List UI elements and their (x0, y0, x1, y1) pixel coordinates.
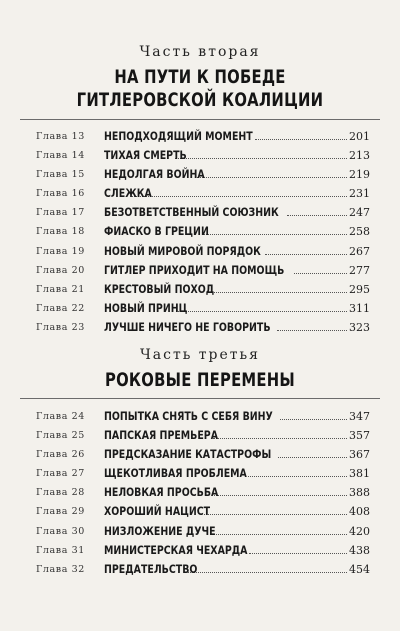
page-number: 408 (349, 505, 370, 519)
part-two-divider (20, 119, 380, 120)
chapter-title: ПАПСКАЯ ПРЕМЬЕРА (104, 428, 219, 443)
page-number: 247 (349, 206, 370, 220)
toc-row[interactable] (0, 320, 400, 339)
dot-leader (278, 457, 347, 458)
chapter-title: КРЕСТОВЫЙ ПОХОД (104, 281, 215, 296)
toc-row[interactable] (0, 244, 400, 263)
toc-row[interactable] (0, 466, 400, 485)
toc-row[interactable] (0, 543, 400, 562)
chapter-number: Глава 30 (36, 525, 85, 537)
toc-row[interactable] (0, 409, 400, 428)
chapter-number: Глава 15 (36, 169, 85, 181)
toc-row[interactable] (0, 301, 400, 320)
dot-leader (287, 215, 347, 216)
chapter-title: МИНИСТЕРСКАЯ ЧЕХАРДА (104, 542, 248, 557)
dot-leader (188, 572, 347, 573)
part-two-chapter-list (0, 129, 400, 339)
page-number: 357 (349, 429, 370, 443)
toc-row[interactable] (0, 504, 400, 523)
page-number: 311 (349, 301, 370, 315)
part-three-divider (20, 398, 380, 399)
page-number: 267 (349, 244, 370, 258)
dot-leader (265, 254, 347, 255)
chapter-number: Глава 16 (36, 188, 85, 200)
chapter-title: НЕПОДХОДЯЩИЙ МОМЕНТ (104, 129, 253, 143)
chapter-title: НОВЫЙ ПРИНЦ (104, 300, 188, 315)
chapter-number: Глава 27 (36, 468, 85, 480)
chapter-number: Глава 31 (36, 544, 85, 556)
chapter-number: Глава 13 (36, 131, 85, 142)
dot-leader (176, 311, 347, 312)
toc-row[interactable] (0, 129, 400, 148)
page-number: 347 (349, 410, 370, 423)
chapter-number: Глава 20 (36, 264, 85, 276)
toc-row[interactable] (0, 167, 400, 186)
dot-leader (280, 419, 347, 420)
chapter-title: ФИАСКО В ГРЕЦИИ (104, 224, 209, 239)
chapter-title: ПРЕДСКАЗАНИЕ КАТАСТРОФЫ (104, 447, 272, 462)
chapter-number: Глава 14 (36, 150, 85, 162)
toc-row[interactable] (0, 485, 400, 504)
dot-leader (202, 234, 347, 235)
dot-leader (204, 514, 347, 515)
toc-row[interactable] (0, 524, 400, 543)
chapter-number: Глава 22 (36, 302, 85, 314)
page-number: 258 (349, 225, 370, 239)
chapter-title: ХОРОШИЙ НАЦИСТ (104, 504, 211, 519)
page-number: 367 (349, 448, 370, 462)
part-three-chapter-list (0, 409, 400, 581)
part-three-label: Часть третья (139, 347, 261, 363)
chapter-title: ТИХАЯ СМЕРТЬ (104, 148, 187, 163)
dot-leader (248, 476, 347, 477)
chapter-title: ПРЕДАТЕЛЬСТВО (104, 561, 198, 576)
chapter-title: ПОПЫТКА СНЯТЬ С СЕБЯ ВИНУ (104, 409, 273, 423)
chapter-title: НОВЫЙ МИРОВОЙ ПОРЯДОК (104, 243, 261, 258)
chapter-number: Глава 25 (36, 430, 85, 442)
chapter-number: Глава 32 (36, 563, 85, 575)
toc-row[interactable] (0, 447, 400, 466)
chapter-title: НЕДОЛГАЯ ВОЙНА (104, 167, 205, 182)
page-number: 388 (349, 486, 370, 500)
chapter-number: Глава 24 (36, 411, 85, 422)
chapter-number: Глава 29 (36, 506, 85, 518)
page-number: 381 (349, 467, 370, 481)
part-two-title-line1: НА ПУТИ К ПОБЕДЕ (114, 66, 286, 88)
page-number: 231 (349, 187, 370, 201)
dot-leader (294, 273, 347, 274)
chapter-title: НИЗЛОЖЕНИЕ ДУЧЕ (104, 523, 216, 538)
dot-leader (249, 553, 347, 554)
chapter-title: СЛЕЖКА (104, 186, 152, 201)
chapter-number: Глава 19 (36, 245, 85, 257)
page-number: 201 (349, 130, 370, 143)
toc-row[interactable] (0, 224, 400, 243)
page-number: 420 (349, 524, 370, 538)
chapter-number: Глава 23 (36, 321, 85, 333)
toc-row[interactable] (0, 428, 400, 447)
page-number: 219 (349, 168, 370, 182)
page-number: 295 (349, 282, 370, 296)
toc-row[interactable] (0, 263, 400, 282)
dot-leader (208, 292, 347, 293)
toc-row[interactable] (0, 186, 400, 205)
part-three-title: РОКОВЫЕ ПЕРЕМЕНЫ (104, 369, 296, 391)
dot-leader (197, 177, 347, 178)
toc-row[interactable] (0, 205, 400, 224)
page-number: 454 (349, 562, 370, 576)
part-two-title-line2: ГИТЛЕРОВСКОЙ КОАЛИЦИИ (76, 89, 324, 111)
dot-leader (132, 196, 347, 197)
chapter-title: ГИТЛЕР ПРИХОДИТ НА ПОМОЩЬ (104, 262, 285, 277)
page-number: 277 (349, 263, 370, 277)
dot-leader (214, 495, 347, 496)
toc-row[interactable] (0, 282, 400, 301)
chapter-title: ЩЕКОТЛИВАЯ ПРОБЛЕМА (104, 466, 247, 481)
part-two-label: Часть вторая (139, 44, 261, 60)
chapter-number: Глава 17 (36, 207, 85, 219)
page-number: 438 (349, 543, 370, 557)
dot-leader (210, 534, 347, 535)
chapter-number: Глава 28 (36, 487, 85, 499)
chapter-title: ЛУЧШЕ НИЧЕГО НЕ ГОВОРИТЬ (104, 319, 271, 334)
dot-leader (277, 330, 347, 331)
chapter-title: БЕЗОТВЕТСТВЕННЫЙ СОЮЗНИК (104, 205, 279, 220)
dot-leader (175, 158, 347, 159)
toc-row[interactable] (0, 562, 400, 581)
dot-leader (213, 438, 347, 439)
chapter-number: Глава 21 (36, 283, 85, 295)
chapter-title: НЕЛОВКАЯ ПРОСЬБА (104, 485, 219, 500)
toc-row[interactable] (0, 148, 400, 167)
chapter-number: Глава 18 (36, 226, 85, 238)
dot-leader (255, 139, 347, 140)
page-number: 323 (349, 320, 370, 334)
page-number: 213 (349, 149, 370, 163)
chapter-number: Глава 26 (36, 449, 85, 461)
